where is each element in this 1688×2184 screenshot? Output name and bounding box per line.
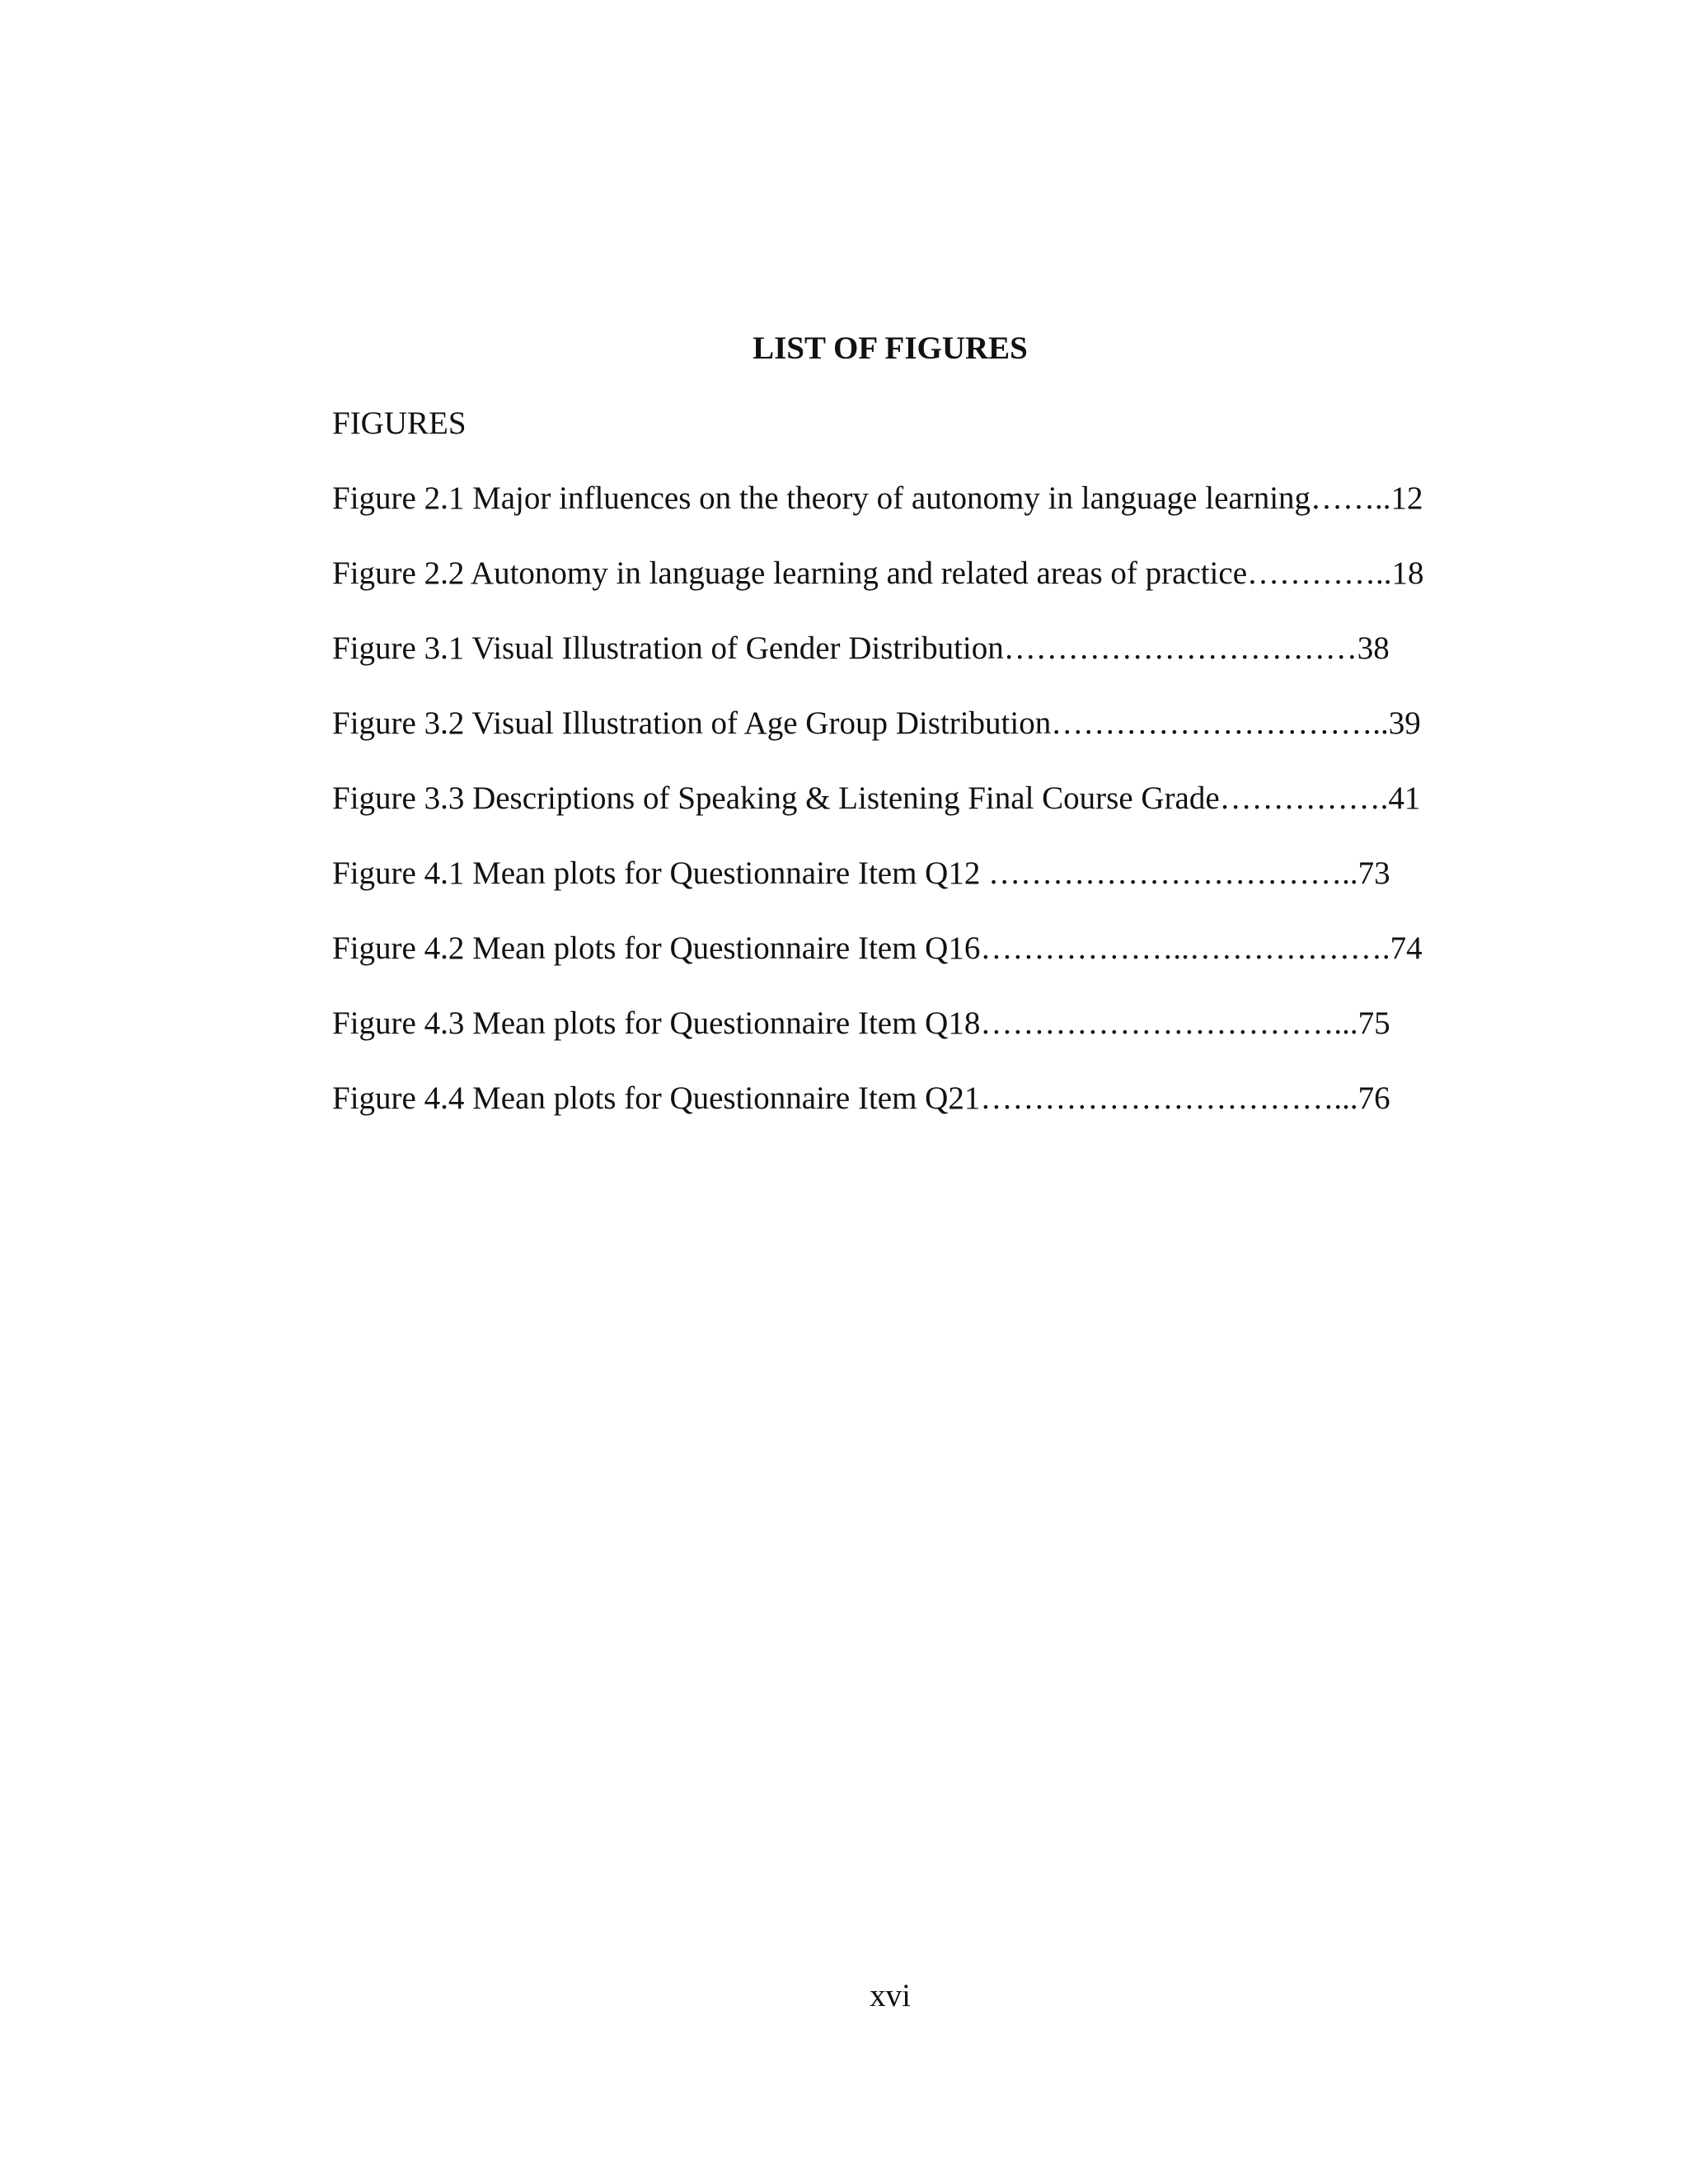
page-number: xvi — [870, 1978, 911, 2013]
figure-entry: Figure 4.4 Mean plots for Questionnaire Item Q21……………………………...76 — [332, 1080, 1390, 1116]
page-title: LIST OF FIGURES — [753, 330, 1028, 366]
section-label: FIGURES — [332, 405, 467, 441]
figure-entry: Figure 3.2 Visual Illustration of Age Group Distribution…………………………..39 — [332, 705, 1421, 741]
figure-entry: Figure 3.3 Descriptions of Speaking & Listening Final Course Grade…………….41 — [332, 780, 1421, 816]
figure-entry: Figure 3.1 Visual Illustration of Gender Distribution……………………………38 — [332, 630, 1390, 666]
figure-entry: Figure 2.2 Autonomy in language learning and related areas of practice…………..18 — [332, 555, 1424, 591]
figure-list — [332, 478, 1424, 1153]
figure-entry: Figure 4.2 Mean plots for Questionnaire Item Q16………………..……………….74 — [332, 930, 1423, 966]
figure-entry: Figure 4.3 Mean plots for Questionnaire Item Q18……………………………...75 — [332, 1005, 1390, 1041]
figure-entry: Figure 4.1 Mean plots for Questionnaire Item Q12 ……………………………..73 — [332, 855, 1390, 891]
figure-entry: Figure 2.1 Major influences on the theory of autonomy in language learning……..12 — [332, 480, 1423, 516]
